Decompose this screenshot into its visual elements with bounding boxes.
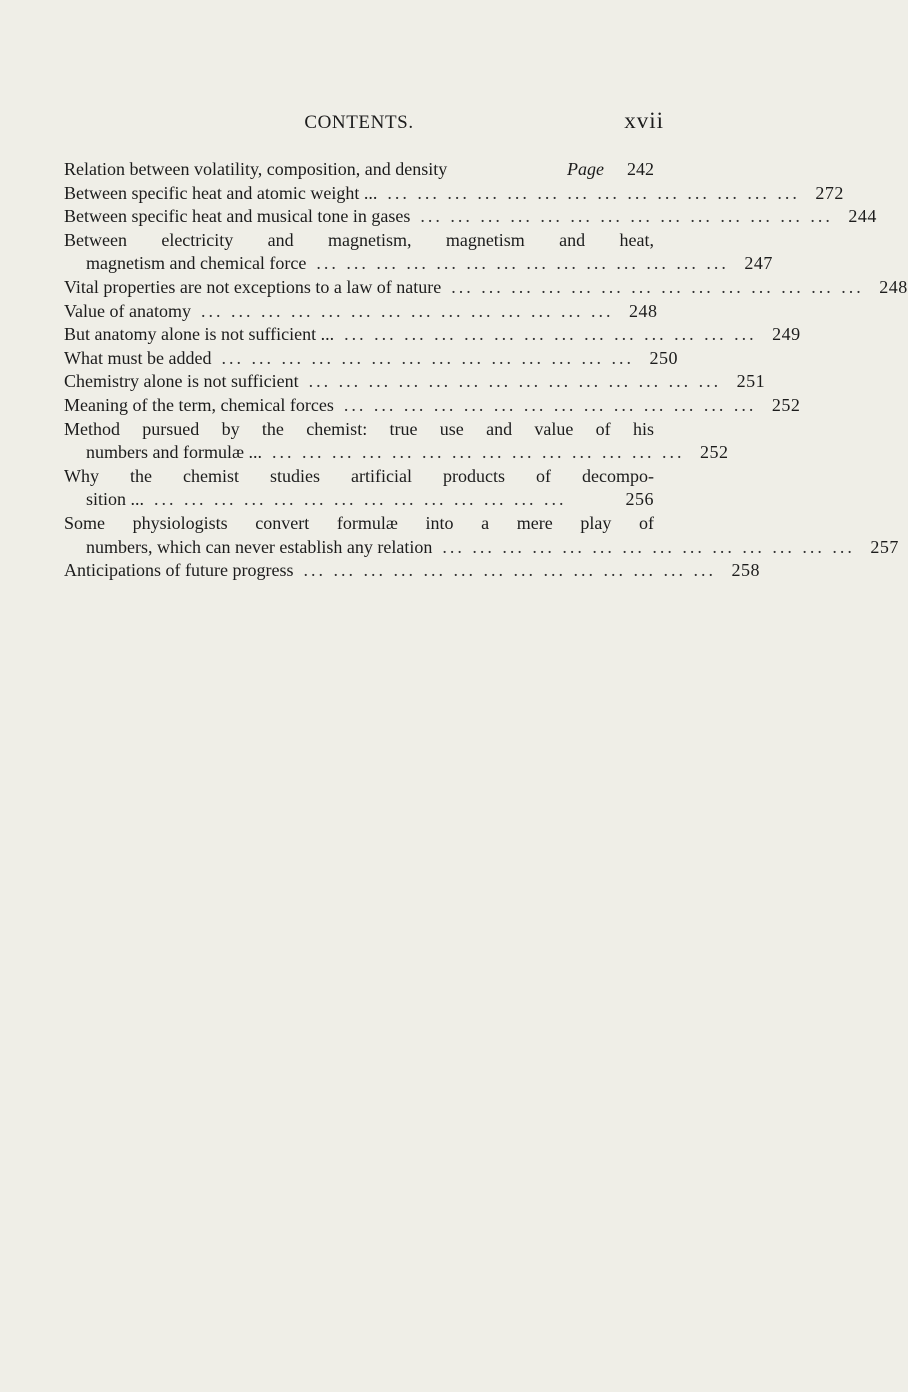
toc-entry-text: What must be added xyxy=(64,347,212,368)
toc-entry-page: 242 xyxy=(627,159,654,179)
toc-entry-text: Between electricity and magnetism, magnetism and heat, xyxy=(64,229,654,250)
toc-entry-page: 250 xyxy=(649,347,678,368)
dot-leader: ... ... ... ... ... ... ... ... ... ... ... ... ... ... xyxy=(271,442,685,463)
dot-leader: ... ... ... ... ... ... ... ... ... ... ... ... ... ... xyxy=(316,253,729,274)
toc-entry-text: Why the chemist studies artificial products of decompo- xyxy=(64,465,654,486)
dot-leader: ... ... ... ... ... ... ... ... ... ... ... ... ... ... xyxy=(344,324,757,345)
dot-leader: ... ... ... ... ... ... ... ... ... ... ... ... ... ... xyxy=(343,394,757,415)
page-title: CONTENTS. xyxy=(304,112,414,133)
toc-entry-text: Chemistry alone is not sufficient xyxy=(64,371,299,392)
toc-entry-page: 247 xyxy=(744,253,773,274)
toc-entry-page: 248 xyxy=(628,300,658,321)
toc-entry-text: Between specific heat and atomic weight ... xyxy=(64,182,378,203)
dot-leader: ... ... ... ... ... ... ... ... ... ... ... ... ... ... xyxy=(200,300,614,321)
toc-entry-page: 249 xyxy=(772,324,801,345)
dot-leader: ... ... ... ... ... ... ... ... ... ... ... ... ... ... xyxy=(442,536,855,557)
toc-entry xyxy=(64,182,844,206)
toc-entry-page: 252 xyxy=(771,394,801,415)
toc-entry xyxy=(64,347,678,371)
toc-entry-page: 244 xyxy=(848,206,877,227)
toc-entry-text-continued: sition ... xyxy=(86,489,145,510)
dot-leader: ... ... ... ... ... ... ... ... ... ... ... ... ... ... xyxy=(451,276,864,297)
toc-entry-text: Relation between volatility, composition, and density xyxy=(64,159,448,179)
dot-leader: ... ... ... ... ... ... ... ... ... ... ... ... ... ... xyxy=(154,489,567,510)
toc-entry xyxy=(64,370,766,394)
toc-entry-page: 258 xyxy=(731,560,760,581)
toc-entry xyxy=(64,394,801,418)
table-of-contents xyxy=(64,158,908,583)
toc-entry-page: 272 xyxy=(815,182,844,203)
toc-entry-text-continued: numbers, which can never establish any relation xyxy=(86,536,433,557)
toc-entry-text: Some physiologists convert formulæ into a mere play of xyxy=(64,512,654,533)
toc-entry-text: But anatomy alone is not sufficient ... xyxy=(64,324,335,345)
running-head xyxy=(64,108,664,138)
toc-entry-page: 256 xyxy=(625,489,654,510)
toc-entry-page: 257 xyxy=(870,536,899,557)
toc-entry xyxy=(64,465,654,512)
toc-entry-text: Meaning of the term, chemical forces xyxy=(64,394,334,415)
toc-entry-text: Method pursued by the chemist: true use and value of his xyxy=(64,418,654,439)
toc-entry xyxy=(64,418,729,465)
dot-leader: ... ... ... ... ... ... ... ... ... ... ... ... ... ... xyxy=(221,347,634,368)
toc-entry-text: Value of anatomy xyxy=(64,300,191,321)
dot-leader: ... ... ... ... ... ... ... ... ... ... ... ... ... ... xyxy=(308,371,722,392)
dot-leader: ... ... ... ... ... ... ... ... ... ... ... ... ... ... xyxy=(420,206,833,227)
toc-entry xyxy=(64,205,877,229)
toc-entry xyxy=(64,276,908,300)
toc-entry-text: Vital properties are not exceptions to a law of nature xyxy=(64,276,442,297)
toc-entry-page: 252 xyxy=(699,442,729,463)
toc-entry xyxy=(64,229,773,276)
toc-entry xyxy=(64,158,654,182)
toc-entry-text-continued: magnetism and chemical force xyxy=(86,253,307,274)
toc-entry xyxy=(64,323,801,347)
toc-entry-text-continued: numbers and formulæ ... xyxy=(86,442,262,463)
toc-entry-text: Anticipations of future progress xyxy=(64,560,294,581)
toc-entry-page: 248 xyxy=(879,276,908,297)
toc-entry-text: Between specific heat and musical tone in gases xyxy=(64,206,411,227)
toc-entry xyxy=(64,300,658,324)
toc-entry xyxy=(64,512,899,559)
dot-leader: ... ... ... ... ... ... ... ... ... ... ... ... ... ... xyxy=(387,182,800,203)
page-number: xvii xyxy=(624,108,664,133)
toc-entry xyxy=(64,559,760,583)
page-column-label: Page xyxy=(567,159,604,179)
dot-leader: ... ... ... ... ... ... ... ... ... ... ... ... ... ... xyxy=(303,560,716,581)
toc-entry-page: 251 xyxy=(736,371,766,392)
